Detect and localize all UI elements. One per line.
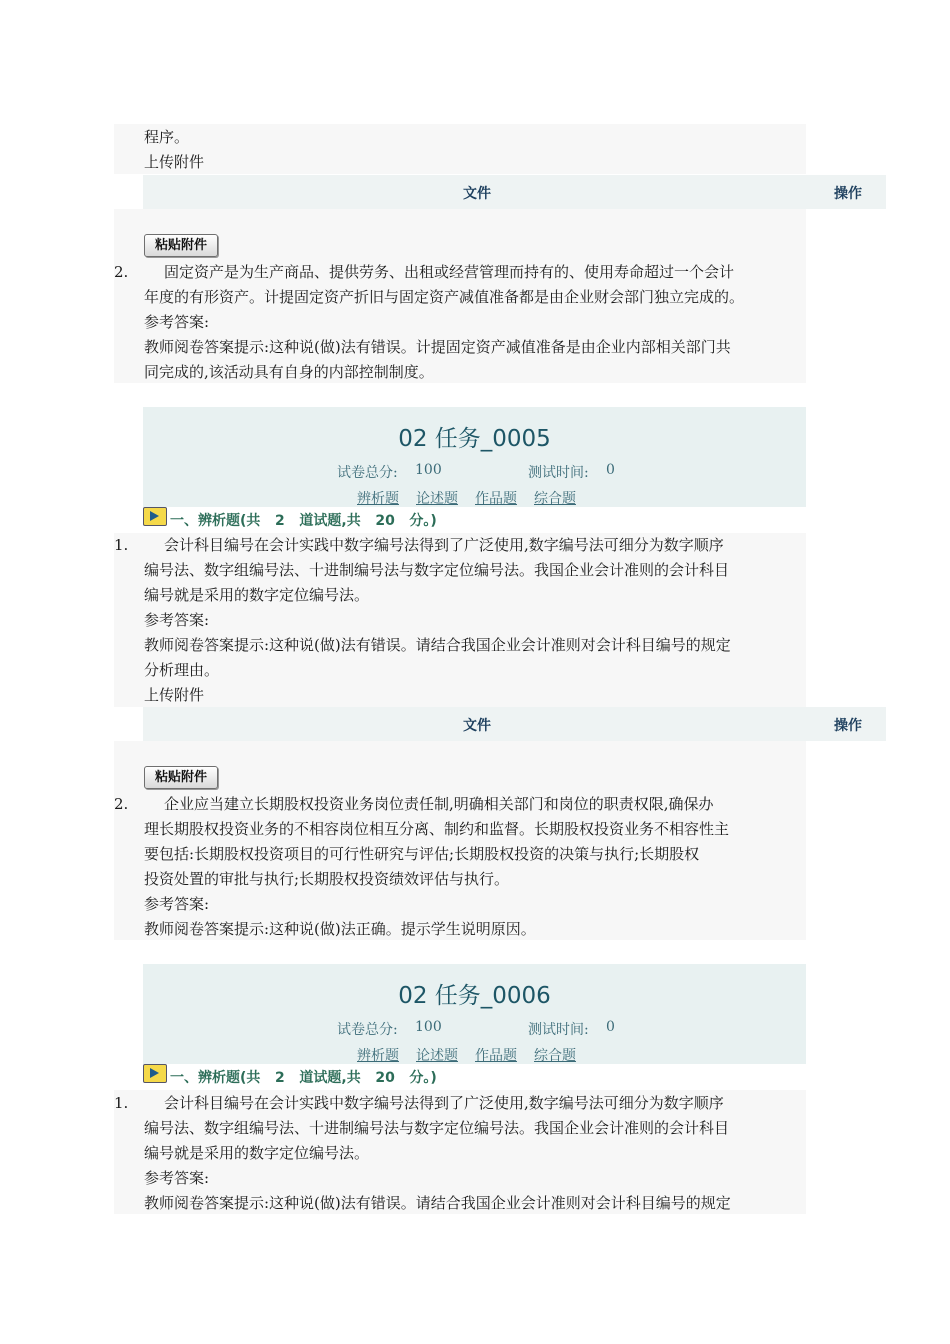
file-column-header: 文件 [463,185,491,201]
upload-label: 上传附件 [144,153,205,171]
paper-title: 02 任务_0006 [398,983,551,1009]
tab-comprehensive[interactable]: 综合题 [534,491,576,507]
question-number: 2. [114,795,129,813]
question-number: 2. [114,263,129,281]
test-time-value: 0 [606,1019,615,1035]
total-score-value: 100 [415,1019,442,1035]
test-time-label: 测试时间: [528,1022,589,1038]
paper-title: 02 任务_0005 [398,426,551,452]
question-text: 固定资产是为生产商品、提供劳务、出租或经营管理而持有的、使用寿命超过一个会计 [164,263,735,281]
tab-comprehensive[interactable]: 综合题 [534,1048,576,1064]
question-panel [114,124,806,174]
tab-essay[interactable]: 论述题 [416,491,458,507]
tab-analysis[interactable]: 辨析题 [357,1048,399,1064]
question-number: 1. [114,1094,129,1112]
total-score-label: 试卷总分: [337,1022,398,1038]
total-score-value: 100 [415,462,442,478]
total-score-label: 试卷总分: [337,465,398,481]
tab-essay[interactable]: 论述题 [416,1048,458,1064]
section-arrow-icon [143,507,167,526]
test-time-label: 测试时间: [528,465,589,481]
attachment-table-header [143,175,886,209]
question-text: 会计科目编号在会计实践中数字编号法得到了广泛使用,数字编号法可细分为数字顺序 [164,536,724,554]
reference-answer-label: 参考答案: [144,611,210,629]
answer-hint: 同完成的,该活动具有自身的内部控制制度。 [144,363,434,381]
test-time-value: 0 [606,462,615,478]
question-number: 1. [114,536,129,554]
answer-hint: 教师阅卷答案提示:这种说(做)法有错误。请结合我国企业会计准则对会计科目编号的规定 [144,1194,731,1212]
question-text: 会计科目编号在会计实践中数字编号法得到了广泛使用,数字编号法可细分为数字顺序 [164,1094,724,1112]
question-text: 理长期股权投资业务的不相容岗位相互分离、制约和监督。长期股权投资业务不相容性主 [144,820,730,838]
tab-work[interactable]: 作品题 [475,491,517,507]
question-text: 编号法、数字组编号法、十进制编号法与数字定位编号法。我国企业会计准则的会计科目 [144,1119,730,1137]
section-arrow-icon [143,1064,167,1083]
section-heading: 一、辨析题(共 2 道试题,共 20 分。) [170,1070,437,1086]
answer-hint: 教师阅卷答案提示:这种说(做)法正确。提示学生说明原因。 [144,920,536,938]
answer-hint: 分析理由。 [144,661,220,679]
question-text: 编号就是采用的数字定位编号法。 [144,586,370,604]
reference-answer-label: 参考答案: [144,1169,210,1187]
answer-hint: 教师阅卷答案提示:这种说(做)法有错误。计提固定资产减值准备是由企业内部相关部门共 [144,338,731,356]
operation-column-header: 操作 [834,185,862,201]
operation-column-header: 操作 [834,717,862,733]
question-text: 企业应当建立长期股权投资业务岗位责任制,明确相关部门和岗位的职责权限,确保办 [164,795,714,813]
answer-hint: 教师阅卷答案提示:这种说(做)法有错误。请结合我国企业会计准则对会计科目编号的规定 [144,636,731,654]
question-text: 程序。 [144,128,190,146]
reference-answer-label: 参考答案: [144,895,210,913]
section-heading: 一、辨析题(共 2 道试题,共 20 分。) [170,513,437,529]
paste-attachment-button[interactable]: 粘贴附件 [144,234,218,257]
attachment-table-header [143,707,886,741]
tab-analysis[interactable]: 辨析题 [357,491,399,507]
upload-label: 上传附件 [144,686,205,704]
paste-attachment-button[interactable]: 粘贴附件 [144,766,218,789]
question-text: 投资处置的审批与执行;长期股权投资绩效评估与执行。 [144,870,510,888]
file-column-header: 文件 [463,717,491,733]
question-text: 要包括:长期股权投资项目的可行性研究与评估;长期股权投资的决策与执行;长期股权 [144,845,700,863]
question-text: 编号就是采用的数字定位编号法。 [144,1144,370,1162]
question-text: 编号法、数字组编号法、十进制编号法与数字定位编号法。我国企业会计准则的会计科目 [144,561,730,579]
reference-answer-label: 参考答案: [144,313,210,331]
question-text: 年度的有形资产。计提固定资产折旧与固定资产减值准备都是由企业财会部门独立完成的。 [144,288,745,306]
tab-work[interactable]: 作品题 [475,1048,517,1064]
